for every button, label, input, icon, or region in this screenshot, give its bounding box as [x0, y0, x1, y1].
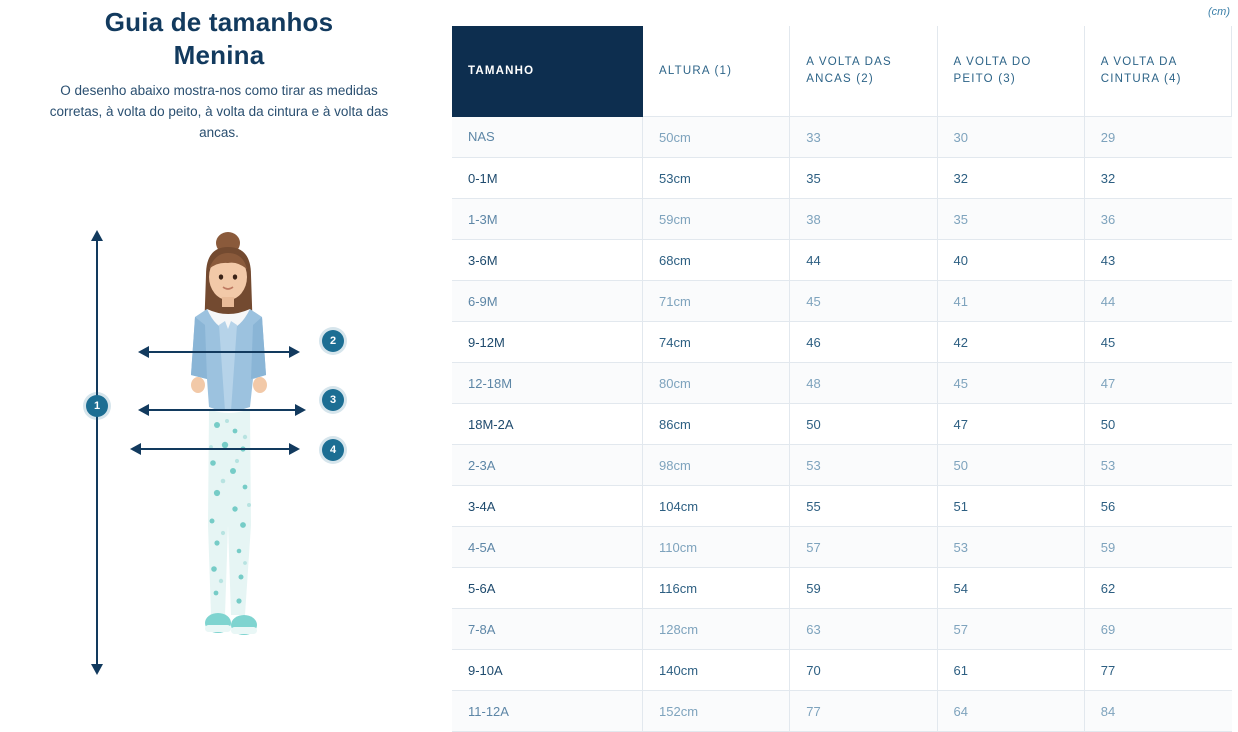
cell-value: 86cm: [643, 404, 790, 445]
page-description: O desenho abaixo mostra-nos como tirar as medidas corretas, à volta do peito, à volta da cintura e à volta das ancas.: [49, 83, 389, 140]
cell-value: 29: [1084, 117, 1231, 158]
column-header-peito: A VOLTA DO PEITO (3): [937, 26, 1084, 117]
table-row: [452, 322, 1232, 363]
cell-value: 30: [937, 117, 1084, 158]
cell-value: 48: [790, 363, 937, 404]
cell-value: 54: [937, 568, 1084, 609]
cell-value: 53: [790, 445, 937, 486]
cell-value: 74cm: [643, 322, 790, 363]
size-table-body: [452, 117, 1232, 732]
cell-size: 9-10A: [452, 650, 643, 691]
cell-value: 64: [937, 691, 1084, 732]
cell-value: 36: [1084, 199, 1231, 240]
table-row: [452, 363, 1232, 404]
column-header-cintura: A VOLTA DA CINTURA (4): [1084, 26, 1231, 117]
cell-value: 45: [790, 281, 937, 322]
cell-value: 53: [937, 527, 1084, 568]
page-title-line1: Guia de tamanhos: [104, 7, 334, 37]
cell-size: 7-8A: [452, 609, 643, 650]
size-table: [452, 26, 1232, 732]
cell-value: 50: [1084, 404, 1231, 445]
cell-value: 61: [937, 650, 1084, 691]
table-row: [452, 240, 1232, 281]
table-row: [452, 281, 1232, 322]
cell-value: 68cm: [643, 240, 790, 281]
cell-value: 59: [1084, 527, 1231, 568]
cell-value: 45: [1084, 322, 1231, 363]
cell-value: 32: [1084, 158, 1231, 199]
cell-value: 47: [937, 404, 1084, 445]
cell-value: 32: [937, 158, 1084, 199]
column-header-tamanho: TAMANHO: [452, 26, 643, 117]
cell-value: 53cm: [643, 158, 790, 199]
cell-value: 41: [937, 281, 1084, 322]
table-row: [452, 199, 1232, 240]
cell-value: 57: [790, 527, 937, 568]
cell-size: 2-3A: [452, 445, 643, 486]
badge-1-icon: 1: [86, 395, 108, 417]
cell-value: 53: [1084, 445, 1231, 486]
badge-3-icon: 3: [322, 389, 344, 411]
cell-value: 84: [1084, 691, 1231, 732]
size-table-panel: [452, 0, 1238, 719]
cell-size: NAS: [452, 117, 643, 158]
cell-value: 50: [937, 445, 1084, 486]
table-row: [452, 650, 1232, 691]
cell-value: 128cm: [643, 609, 790, 650]
table-row: [452, 117, 1232, 158]
table-header-row: [452, 26, 1232, 117]
measurement-figure: [60, 225, 390, 675]
table-row: [452, 404, 1232, 445]
cell-value: 77: [790, 691, 937, 732]
cell-value: 42: [937, 322, 1084, 363]
column-header-altura: ALTURA (1): [643, 26, 790, 117]
chest-measure-arrow: [148, 409, 296, 411]
table-row: [452, 527, 1232, 568]
cell-value: 116cm: [643, 568, 790, 609]
height-measure-arrow: [96, 240, 98, 665]
waist-measure-arrow: [140, 448, 290, 450]
cell-value: 80cm: [643, 363, 790, 404]
cell-value: 35: [937, 199, 1084, 240]
cell-size: 3-4A: [452, 486, 643, 527]
hips-measure-arrow: [148, 351, 290, 353]
cell-value: 43: [1084, 240, 1231, 281]
table-row: [452, 609, 1232, 650]
cell-value: 44: [790, 240, 937, 281]
cell-value: 33: [790, 117, 937, 158]
cell-value: 50: [790, 404, 937, 445]
unit-label: (cm): [1208, 6, 1230, 18]
cell-value: 45: [937, 363, 1084, 404]
cell-value: 51: [937, 486, 1084, 527]
cell-value: 140cm: [643, 650, 790, 691]
size-table-head: [452, 26, 1232, 117]
cell-value: 77: [1084, 650, 1231, 691]
cell-value: 104cm: [643, 486, 790, 527]
table-row: [452, 486, 1232, 527]
cell-size: 4-5A: [452, 527, 643, 568]
cell-value: 152cm: [643, 691, 790, 732]
badge-4-icon: 4: [322, 439, 344, 461]
cell-value: 44: [1084, 281, 1231, 322]
cell-size: 0-1M: [452, 158, 643, 199]
cell-size: 12-18M: [452, 363, 643, 404]
table-row: [452, 691, 1232, 732]
cell-value: 47: [1084, 363, 1231, 404]
child-illustration: [165, 225, 295, 665]
cell-value: 59cm: [643, 199, 790, 240]
cell-size: 6-9M: [452, 281, 643, 322]
cell-size: 11-12A: [452, 691, 643, 732]
size-guide-left-panel: [0, 0, 438, 698]
cell-value: 69: [1084, 609, 1231, 650]
column-header-ancas: A VOLTA DAS ANCAS (2): [790, 26, 937, 117]
cell-value: 38: [790, 199, 937, 240]
page-title-line2: Menina: [173, 40, 265, 70]
cell-size: 18M-2A: [452, 404, 643, 445]
cell-size: 1-3M: [452, 199, 643, 240]
cell-size: 5-6A: [452, 568, 643, 609]
cell-size: 9-12M: [452, 322, 643, 363]
cell-value: 50cm: [643, 117, 790, 158]
cell-value: 62: [1084, 568, 1231, 609]
cell-value: 46: [790, 322, 937, 363]
cell-value: 40: [937, 240, 1084, 281]
table-row: [452, 158, 1232, 199]
page-title: [0, 0, 438, 72]
table-row: [452, 445, 1232, 486]
cell-value: 71cm: [643, 281, 790, 322]
cell-value: 63: [790, 609, 937, 650]
cell-value: 98cm: [643, 445, 790, 486]
cell-value: 57: [937, 609, 1084, 650]
cell-value: 35: [790, 158, 937, 199]
cell-value: 70: [790, 650, 937, 691]
cell-size: 3-6M: [452, 240, 643, 281]
cell-value: 55: [790, 486, 937, 527]
table-row: [452, 568, 1232, 609]
cell-value: 110cm: [643, 527, 790, 568]
cell-value: 56: [1084, 486, 1231, 527]
badge-2-icon: 2: [322, 330, 344, 352]
cell-value: 59: [790, 568, 937, 609]
